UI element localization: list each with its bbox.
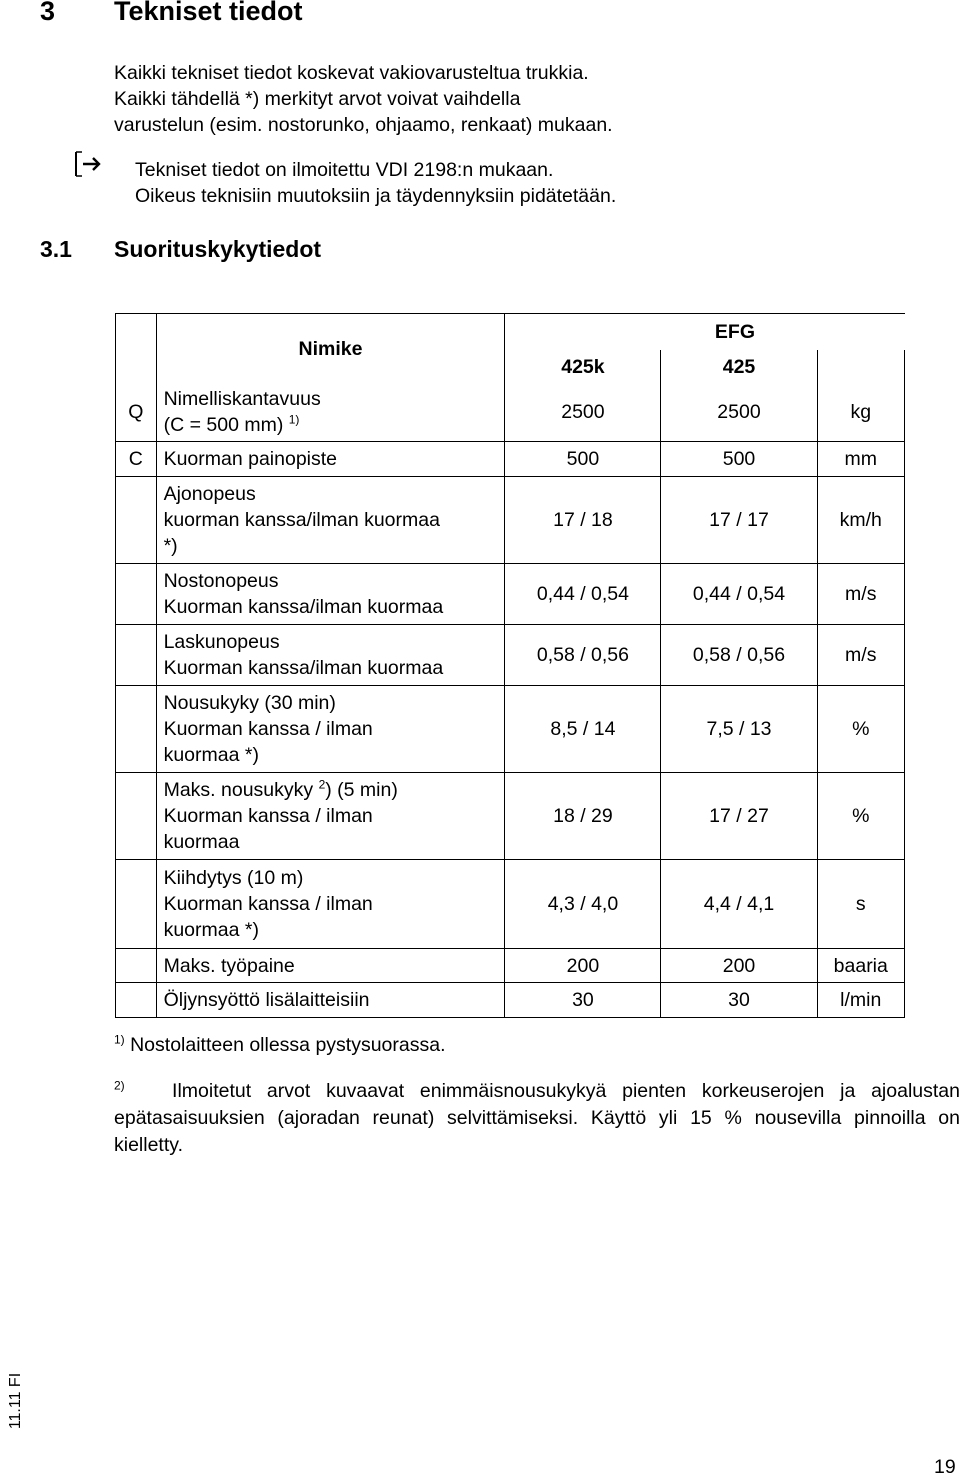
row-value-1: 18 / 29 xyxy=(505,773,661,860)
row-symbol xyxy=(116,686,157,773)
row-unit: baaria xyxy=(817,949,904,983)
row-symbol xyxy=(116,564,157,625)
table-row xyxy=(116,564,905,625)
header-model-2: 425 xyxy=(661,350,817,384)
row-symbol xyxy=(116,625,157,686)
row-unit: s xyxy=(817,860,904,949)
footnote-1-text: Nostolaitteen ollessa pystysuorassa. xyxy=(130,1034,446,1056)
table-row xyxy=(116,860,905,949)
row-value-2: 4,4 / 4,1 xyxy=(661,860,817,949)
row-name: Maks. työpaine xyxy=(156,949,505,983)
header-sym-cell xyxy=(116,314,157,384)
footnote-1-mark: 1) xyxy=(114,1032,125,1047)
row-symbol xyxy=(116,860,157,949)
intro-line: varustelun (esim. nostorunko, ohjaamo, renkaat) mukaan. xyxy=(114,114,613,136)
row-value-2: 0,58 / 0,56 xyxy=(661,625,817,686)
row-name: Ajonopeus kuorman kanssa/ilman kuormaa *) xyxy=(156,477,505,564)
table-row xyxy=(116,625,905,686)
row-value-2: 7,5 / 13 xyxy=(661,686,817,773)
section-heading xyxy=(40,236,321,263)
intro-line: Kaikki tähdellä *) merkityt arvot voivat vaihdella xyxy=(114,88,521,110)
table-row xyxy=(116,773,905,860)
table-row xyxy=(116,384,905,442)
row-value-1: 17 / 18 xyxy=(505,477,661,564)
edition-label: 11.11 FI xyxy=(7,1372,24,1430)
row-name: Kuorman painopiste xyxy=(156,442,505,477)
row-value-2: 2500 xyxy=(661,384,817,442)
intro-paragraph xyxy=(114,60,613,138)
row-unit: m/s xyxy=(817,564,904,625)
row-value-1: 200 xyxy=(505,949,661,983)
row-symbol xyxy=(116,477,157,564)
note-paragraph xyxy=(135,157,616,209)
row-symbol xyxy=(116,983,157,1018)
chapter-number: 3 xyxy=(40,0,56,26)
arrow-right-icon xyxy=(74,150,104,178)
table-row xyxy=(116,983,905,1018)
row-value-2: 200 xyxy=(661,949,817,983)
header-name: Nimike xyxy=(156,314,505,384)
section-number: 3.1 xyxy=(40,236,72,262)
table-row xyxy=(116,686,905,773)
row-value-2: 500 xyxy=(661,442,817,477)
footnote-2-mark: 2) xyxy=(114,1078,125,1093)
row-unit: % xyxy=(817,686,904,773)
row-unit: m/s xyxy=(817,625,904,686)
intro-line: Kaikki tekniset tiedot koskevat vakiovarusteltua trukkia. xyxy=(114,62,589,84)
chapter-title: Tekniset tiedot xyxy=(114,0,303,26)
row-symbol xyxy=(116,773,157,860)
table-row xyxy=(116,949,905,983)
row-name: Nimelliskantavuus (C = 500 mm) $^{1)}$ xyxy=(156,384,505,442)
footnote-2 xyxy=(114,1078,960,1159)
row-unit: l/min xyxy=(817,983,904,1018)
row-value-1: 4,3 / 4,0 xyxy=(505,860,661,949)
row-value-2: 30 xyxy=(661,983,817,1018)
header-model-1: 425k xyxy=(505,350,661,384)
row-name: Maks. nousukyky $^2$) (5 min) Kuorman kanssa / ilman kuormaa xyxy=(156,773,505,860)
row-value-1: 500 xyxy=(505,442,661,477)
performance-table xyxy=(115,313,905,1018)
row-name: Kiihdytys (10 m) Kuorman kanssa / ilman kuormaa *) xyxy=(156,860,505,949)
header-group-label: EFG xyxy=(505,314,905,350)
row-value-2: 17 / 17 xyxy=(661,477,817,564)
footnote-2-text: Ilmoitetut arvot kuvaavat enimmäisnousukykyä pienten korkeuserojen ja ajoalustan epätasaisuuksien (ajoradan reunat) selvittämiseksi. Käyttö yli 15 % nousevilla pinnoilla on kielletty. xyxy=(114,1080,960,1156)
row-name: Nousukyky (30 min) Kuorman kanssa / ilman kuormaa *) xyxy=(156,686,505,773)
row-name: Laskunopeus Kuorman kanssa/ilman kuormaa xyxy=(156,625,505,686)
row-symbol: Q xyxy=(116,384,157,442)
row-symbol xyxy=(116,949,157,983)
note-line: Tekniset tiedot on ilmoitettu VDI 2198:n mukaan. xyxy=(135,159,554,181)
row-value-2: 0,44 / 0,54 xyxy=(661,564,817,625)
row-unit: kg xyxy=(817,384,904,442)
row-value-2: 17 / 27 xyxy=(661,773,817,860)
row-unit: mm xyxy=(817,442,904,477)
row-value-1: 30 xyxy=(505,983,661,1018)
table-row xyxy=(116,477,905,564)
page-number: 19 xyxy=(934,1456,956,1478)
row-unit: km/h xyxy=(817,477,904,564)
note-line: Oikeus teknisiin muutoksiin ja täydennyksiin pidätetään. xyxy=(135,185,617,207)
header-unit-cell xyxy=(817,350,904,384)
row-value-1: 0,58 / 0,56 xyxy=(505,625,661,686)
table-row xyxy=(116,442,905,477)
row-symbol: C xyxy=(116,442,157,477)
footnote-1 xyxy=(114,1032,446,1058)
row-value-1: 0,44 / 0,54 xyxy=(505,564,661,625)
chapter-heading xyxy=(40,0,303,27)
row-name: Öljynsyöttö lisälaitteisiin xyxy=(156,983,505,1018)
row-unit: % xyxy=(817,773,904,860)
row-value-1: 2500 xyxy=(505,384,661,442)
row-value-1: 8,5 / 14 xyxy=(505,686,661,773)
section-title: Suorituskykytiedot xyxy=(114,236,322,262)
row-name: Nostonopeus Kuorman kanssa/ilman kuormaa xyxy=(156,564,505,625)
